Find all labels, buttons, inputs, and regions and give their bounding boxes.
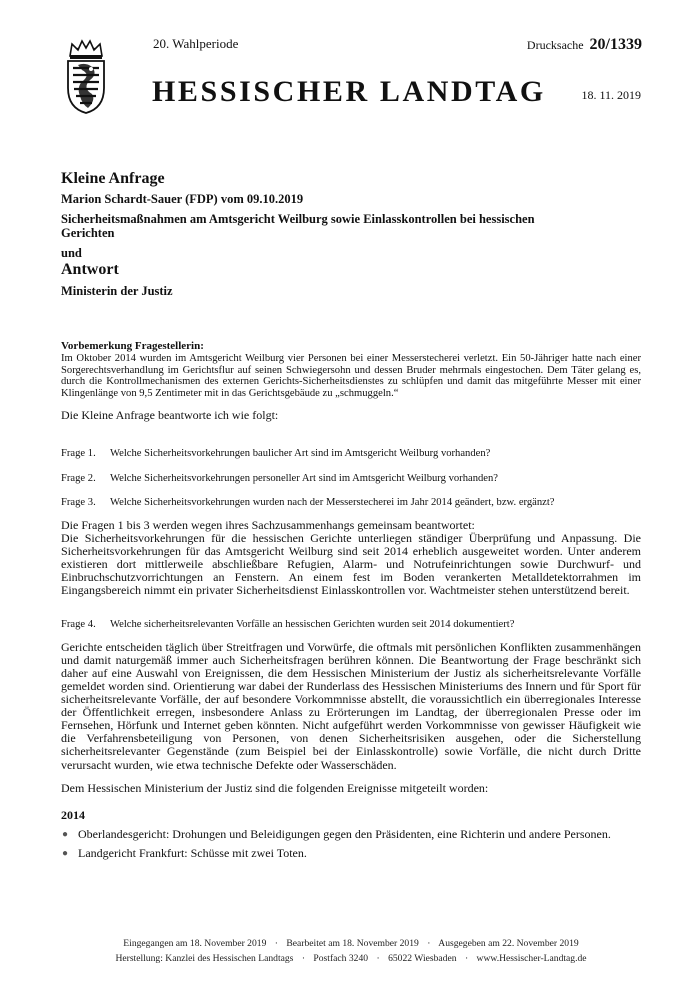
question-4 [61, 619, 641, 631]
bullet-icon: ● [62, 828, 69, 840]
document-subject: Sicherheitsmaßnahmen am Amtsgericht Weilburg sowie Einlasskontrollen bei hessischen Gerichten [61, 212, 535, 240]
footer-ausgegeben: Ausgegeben am 22. November 2019 [438, 938, 579, 949]
footer-herstellung: Herstellung: Kanzlei des Hessischen Landtags [115, 953, 294, 964]
document-date: 18. 11. 2019 [581, 88, 641, 102]
event-text: Landgericht Frankfurt: Schüsse mit zwei Toten. [78, 845, 307, 860]
footer-separator: · [464, 953, 469, 964]
year-heading: 2014 [61, 807, 85, 822]
question-label: Frage 1. [61, 448, 96, 460]
question-1 [61, 448, 641, 460]
footer-publisher [61, 953, 641, 964]
intro-text: Die Kleine Anfrage beantworte ich wie folgt: [61, 408, 279, 422]
wahlperiode: 20. Wahlperiode [153, 36, 239, 51]
event-list [61, 828, 641, 860]
antwort-heading: Antwort [61, 261, 119, 278]
und-label: und [61, 246, 82, 260]
ministry-name: Ministerin der Justiz [61, 284, 173, 298]
footer-website-link[interactable]: www.Hessischer-Landtag.de [476, 953, 587, 964]
footer-bearbeitet: Bearbeitet am 18. November 2019 [286, 938, 419, 949]
parliament-title: HESSISCHER LANDTAG [152, 75, 546, 108]
bullet-icon: ● [62, 847, 69, 859]
question-2 [61, 473, 641, 485]
answer-4-text: Gerichte entscheiden täglich über Streitfragen und Vorwürfe, die oftmals mit persönlichen Konflikten zusammenhängen und damit naturgemäß immer auch Sicherheitsfragen berühren können. Die Beantwortung der Frage beschränkt sich daher auf eine Auswahl von Ereignissen, die dem Hessischen Ministerium der Justiz als sicherheitsrelevante Vorfälle gemeldet worden sind. Orientierung war dabei der Runderlass des Hessischen Ministeriums des Innern und für Sport für sicherheitsrelevante Vorfälle, der auf besondere Vorkommnisse abstellt, die voraussichtlich ein überregionales Interesse der Öffentlichkeit erregen, insbesondere Anlass zu Erörterungen im Landtag, der überregionalen Presse oder im Fernsehen, Hörfunk und Internet geben könnten. Nicht aufgeführt werden Vorkommnisse von gewisser Häufigkeit wie die Verfahrensbeteiligung von Personen, von denen Sicherheitsrisiken ausgehen, oder die Sicherstellung sicherheitsrelevanter Gegenstände (zum Beispiel bei der Einlasskontrolle) sowie Vorfälle, die nicht durch Dritte verursacht wurden, wie etwa technische Defekte oder Wasserschäden. [61, 639, 641, 772]
footer-separator: · [274, 938, 278, 949]
question-text: Welche Sicherheitsvorkehrungen wurden nach der Messerstecherei im Jahr 2014 geändert, bzw. ergänzt? [110, 497, 555, 509]
document-body [61, 170, 641, 866]
question-text: Welche Sicherheitsvorkehrungen baulicher Art sind im Amtsgericht Weilburg vorhanden? [110, 448, 491, 460]
question-label: Frage 2. [61, 472, 96, 484]
footer-eingegangen: Eingegangen am 18. November 2019 [123, 938, 267, 949]
document-author: Marion Schardt-Sauer (FDP) vom 09.10.2019 [61, 192, 304, 206]
drucksache-value: 20/1339 [589, 36, 642, 53]
question-label: Frage 4. [61, 619, 96, 631]
answer-1-3-text: Die Sicherheitsvorkehrungen für die hessischen Gerichte unterliegen ständiger Überprüfung und Anpassung. Die Sicherheitsvorkehrungen für das Amtsgericht Weilburg sind seit 2014 erheblich ausgeweitet worden. Unter anderem existieren dort mittlerweile abschließbare Refugien, Alarm- und Notrufeinrichtungen sowie Durchwurf- und Einbruchschutzvorrichtungen an Fenstern. An einem fest im Boden verankerten Metalldetektorrahmen im Eingangsbereich nimmt ein privater Sicherheitsdienst Einlasskontrollen vor. Wachtmeister stehen unterstützend bereit. [61, 530, 641, 598]
question-text: Welche Sicherheitsvorkehrungen personeller Art sind im Amtsgericht Weilburg vorhanden? [110, 472, 499, 484]
hessen-coat-of-arms-icon [64, 38, 108, 114]
footer-ort: 65022 Wiesbaden [388, 953, 457, 964]
footer-separator: · [301, 953, 306, 964]
question-text: Welche sicherheitsrelevanten Vorfälle an hessischen Gerichten wurden seit 2014 dokumentiert? [110, 619, 515, 631]
footer-separator: · [427, 938, 431, 949]
list-item [61, 847, 641, 860]
footer-dates [61, 938, 641, 949]
footer-postfach: Postfach 3240 [313, 953, 369, 964]
question-label: Frage 3. [61, 497, 96, 509]
footer-separator: · [376, 953, 380, 964]
answer-4-outro: Dem Hessischen Ministerium der Justiz sind die folgenden Ereignisse mitgeteilt worden: [61, 780, 489, 795]
vorbemerkung-title: Vorbemerkung Fragestellerin: [61, 340, 204, 352]
document-type: Kleine Anfrage [61, 170, 165, 187]
drucksache-label: Drucksache [526, 38, 584, 52]
drucksache-number [527, 36, 642, 54]
event-text: Oberlandesgericht: Drohungen und Beleidigungen gegen den Präsidenten, eine Richterin und andere Personen. [78, 826, 611, 841]
list-item [61, 828, 641, 841]
answer-1-3-intro: Die Fragen 1 bis 3 werden wegen ihres Sachzusammenhangs gemeinsam beantwortet: [61, 517, 475, 532]
vorbemerkung-text: Im Oktober 2014 wurden im Amtsgericht Weilburg vier Personen bei einer Messerstecherei verletzt. Ein 50-Jähriger hatte nach einer Sorgerechtsverhandlung im Gerichtsflur auf seinen Schwiegersohn und dessen Bruder mehrmals eingestochen. Dem Täter gelang es, durch die Kontrollmechanismen des externen Gerichts-Sicherheitsdienstes zu schlüpfen und damit das mitgeführte Messer mit einer Klingenlänge von 9,5 Zentimeter mit in das Gerichtsgebäude zu „schmuggeln.“ [61, 353, 641, 399]
question-3 [61, 497, 641, 509]
